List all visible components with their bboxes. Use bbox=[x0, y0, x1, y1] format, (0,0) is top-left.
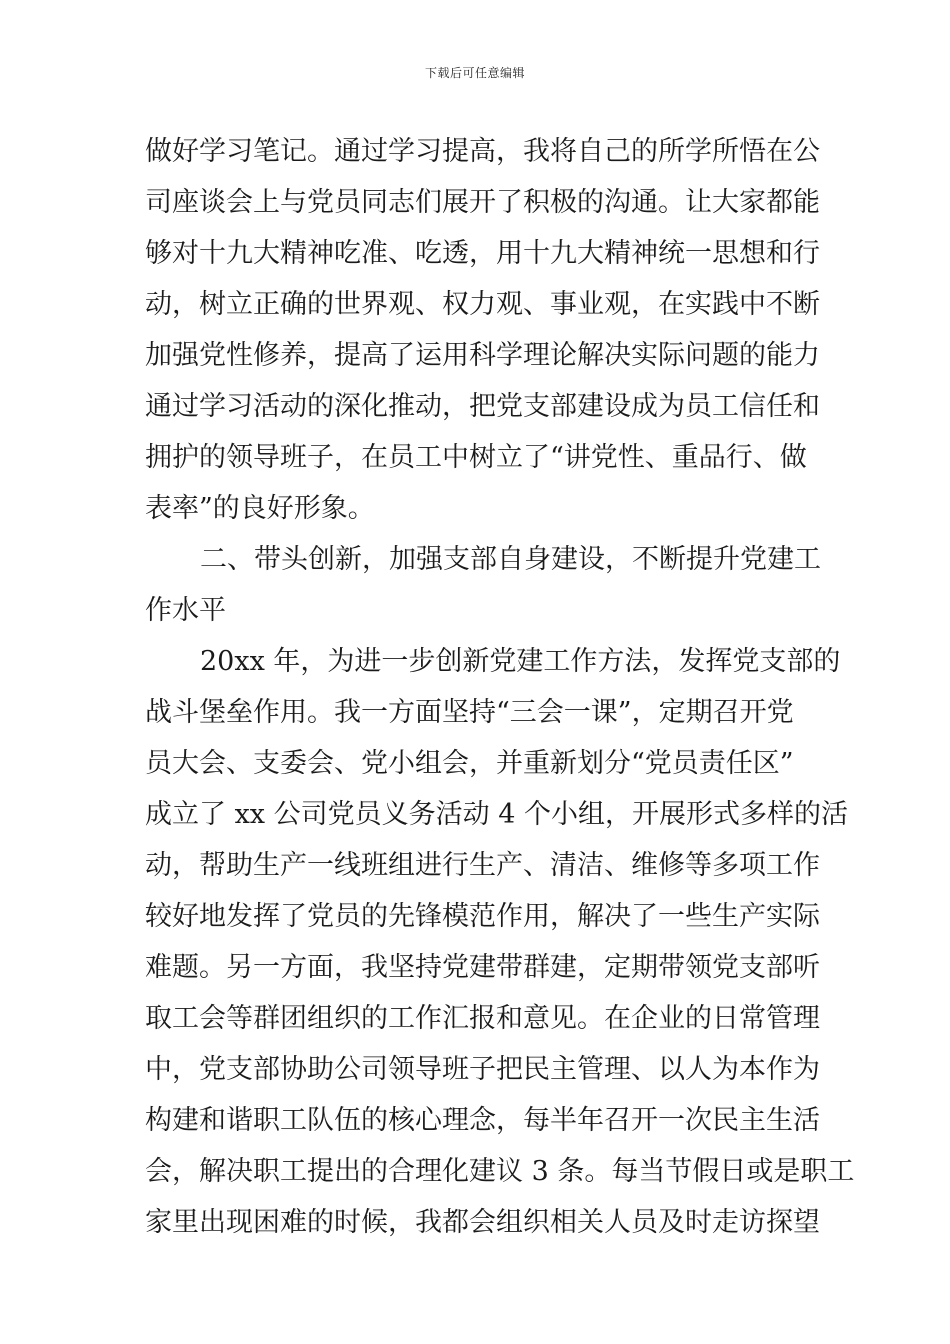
text-line: 20xx 年，为进一步创新党建工作方法，发挥党支部的 bbox=[200, 646, 841, 677]
text-line: 司座谈会上与党员同志们展开了积极的沟通。让大家都能 bbox=[145, 187, 820, 218]
text-line: 会，解决职工提出的合理化建议 3 条。每当节假日或是职工 bbox=[145, 1156, 855, 1187]
text-line: 成立了 xx 公司党员义务活动 4 个小组，开展形式多样的活 bbox=[145, 799, 848, 830]
text-line: 取工会等群团组织的工作汇报和意见。在企业的日常管理 bbox=[145, 1003, 820, 1034]
text-line: 难题。另一方面，我坚持党建带群建，定期带领党支部听 bbox=[145, 952, 820, 983]
text-line: 较好地发挥了党员的先锋模范作用，解决了一些生产实际 bbox=[145, 901, 820, 932]
page-header: 下载后可任意编辑 bbox=[424, 66, 525, 80]
text-line: 加强党性修养，提高了运用科学理论解决实际问题的能力 bbox=[145, 340, 820, 371]
section-heading-continued: 作水平 bbox=[145, 595, 226, 626]
text-line: 构建和谐职工队伍的核心理念，每半年召开一次民主生活 bbox=[145, 1105, 820, 1136]
text-line: 做好学习笔记。通过学习提高，我将自己的所学所悟在公 bbox=[145, 136, 820, 167]
text-line: 够对十九大精神吃准、吃透，用十九大精神统一思想和行 bbox=[145, 238, 820, 269]
text-line: 员大会、支委会、党小组会，并重新划分“党员责任区” bbox=[145, 748, 794, 779]
document-body bbox=[145, 126, 855, 1248]
text-line: 动，树立正确的世界观、权力观、事业观，在实践中不断 bbox=[145, 289, 820, 320]
text-line: 中，党支部协助公司领导班子把民主管理、以人为本作为 bbox=[145, 1054, 820, 1085]
text-line: 表率”的良好形象。 bbox=[145, 493, 375, 524]
text-line: 家里出现困难的时候，我都会组织相关人员及时走访探望 bbox=[145, 1207, 820, 1238]
text-line: 拥护的领导班子，在员工中树立了“讲党性、重品行、做 bbox=[145, 442, 807, 473]
text-line: 动，帮助生产一线班组进行生产、清洁、维修等多项工作 bbox=[145, 850, 820, 881]
text-line: 战斗堡垒作用。我一方面坚持“三会一课”，定期召开党 bbox=[145, 697, 794, 728]
text-line: 通过学习活动的深化推动，把党支部建设成为员工信任和 bbox=[145, 391, 820, 422]
section-heading: 二、带头创新，加强支部自身建设，不断提升党建工 bbox=[200, 544, 821, 575]
